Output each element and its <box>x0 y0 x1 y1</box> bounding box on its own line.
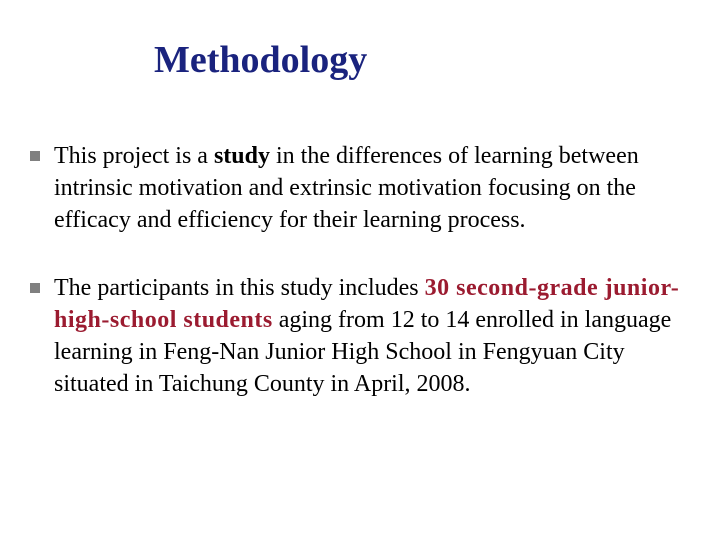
bullet-text-highlight: 30 second-grade junior-high-school students <box>54 275 680 333</box>
square-bullet-icon <box>30 283 40 293</box>
slide-title: Methodology <box>154 39 368 81</box>
bullet-item-participants <box>24 272 704 400</box>
bullet-list <box>24 140 704 400</box>
bullet-item-study <box>24 140 704 236</box>
bullet-text-emphasis: study <box>213 143 270 169</box>
bullet-text-rest: aging from 12 to 14 enrolled in language learning in Feng-Nan Junior High School in Fengyuan City situated in Taichung County in April, 2008. <box>54 307 672 397</box>
bullet-text-intro: This project is a <box>54 143 214 169</box>
bullet-text-intro: The participants in this study includes <box>54 275 425 301</box>
bullet-text-rest: in the differences of learning between intrinsic motivation and extrinsic motivation focusing on the efficacy and efficiency for their learning process. <box>54 143 639 233</box>
square-bullet-icon <box>30 151 40 161</box>
